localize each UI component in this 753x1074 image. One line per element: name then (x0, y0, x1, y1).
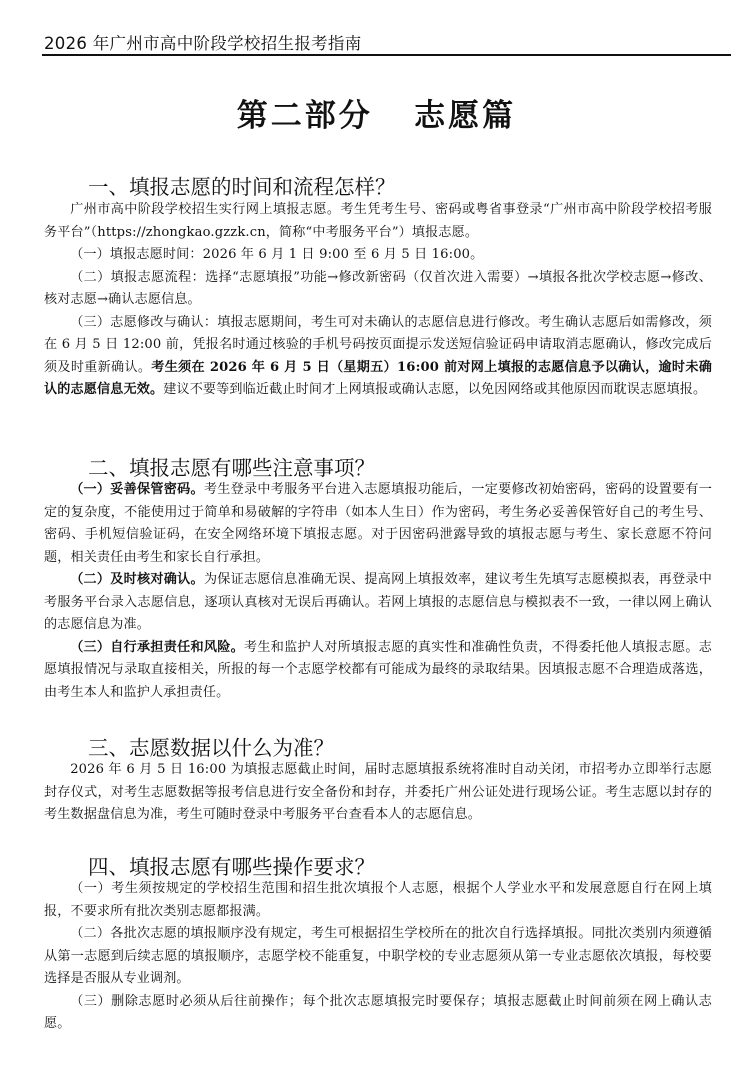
section-4-body (44, 878, 712, 1036)
section-2-paragraph (44, 479, 712, 569)
running-header: 2026 年广州市高中阶段学校招生报考指南 (44, 34, 362, 53)
section-3-body (44, 759, 712, 827)
paragraph-emphasis: （三）自行承担责任和风险。 (70, 639, 245, 655)
header-rule (42, 54, 731, 56)
section-2-paragraph (44, 637, 712, 705)
paragraph-emphasis: （二）及时核对确认。 (70, 572, 204, 587)
section-2-title: 二、填报志愿有哪些注意事项？ (88, 456, 375, 480)
section-1-paragraph (44, 312, 712, 402)
section-2-body (44, 479, 712, 704)
section-2-paragraph (44, 569, 712, 637)
section-3-paragraph: 2026 年 6 月 5 日 16:00 为填报志愿截止时间，届时志愿填报系统将准时自动关闭，市招考办立即举行志愿封存仪式，对考生志愿数据等报考信息进行安全备份和封存，并委托广州公证处进行现场公证。考生志愿以封存的考生数据盘信息为准，考生可随时登录中考服务平台查看本人的志愿信息。 (44, 762, 712, 822)
paragraph-text: 建议不要等到临近截止时间才上网填报或确认志愿，以免因网络或其他原因而耽误志愿填报。 (163, 382, 707, 397)
section-4-paragraph: （一）考生须按规定的学校招生范围和招生批次填报个人志愿，根据个人学业水平和发展意愿自行在网上填报，不要求所有批次类别志愿都报满。 (44, 881, 712, 919)
paragraph-emphasis: （一）妥善保管密码。 (70, 482, 204, 497)
section-4-paragraph: （二）各批次志愿的填报顺序没有规定，考生可根据招生学校所在的批次自行选择填报。同批次类别内须遵循从第一志愿到后续志愿的填报顺序，志愿学校不能重复，中职学校的专业志愿须从第一专业志愿依次填报，每校要选择是否服从专业调剂。 (44, 926, 712, 986)
section-4-paragraph: （三）删除志愿时必须从后往前操作；每个批次志愿填报完时要保存；填报志愿截止时间前须在网上确认志愿。 (44, 993, 712, 1031)
paragraph-text: 考生和监护人对所填报志愿的真实性和准确性负责，不得委托他人填报志愿。志愿填报情况与录取直接相关，所报的每一个志愿学校都有可能成为最终的录取结果。因填报志愿不合理造成落选，由考生本人和监护人承担责任。 (44, 639, 712, 700)
section-1-paragraph: （一）填报志愿时间：2026 年 6 月 1 日 9:00 至 6 月 5 日 16:00。 (70, 247, 484, 262)
paragraph-text: （三）志愿修改与确认：填报志愿期间，考生可对未确认的志愿信息进行修改。考生确认志愿后如需修改，须在 6 月 5 日 12:00 前，凭报名时通过核验的手机号码按页面提示发送短信验证码申请取消志愿确认，修改完成后须及时重新确认。 (44, 314, 712, 375)
section-1-title: 一、填报志愿的时间和流程怎样？ (88, 175, 396, 199)
section-3-title: 三、志愿数据以什么为准？ (88, 736, 334, 760)
section-1-body (44, 199, 712, 402)
section-1-paragraph: 广州市高中阶段学校招生实行网上填报志愿。考生凭考生号、密码或粤省事登录“广州市高中阶段学校招考服务平台”（https://zhongkao.gzzk.cn，简称“中考服务平台”）填报志愿。 (44, 202, 712, 240)
paragraph-text: 考生登录中考服务平台进入志愿填报功能后，一定要修改初始密码，密码的设置要有一定的复杂度，不能使用过于简单和易破解的字符串（如本人生日）作为密码，考生务必妥善保管好自己的考生号、密码、手机短信验证码，在安全网络环境下填报志愿。对于因密码泄露导致的填报志愿与考生、家长意愿不符问题，相关责任由考生和家长自行承担。 (44, 482, 713, 565)
section-1-paragraph: （二）填报志愿流程：选择“志愿填报”功能→修改新密码（仅首次进入需要）→填报各批次学校志愿→修改、核对志愿→确认志愿信息。 (44, 269, 712, 307)
section-4-title: 四、填报志愿有哪些操作要求？ (88, 855, 375, 879)
paragraph-text: 为保证志愿信息准确无误、提高网上填报效率，建议考生先填写志愿模拟表，再登录中考服务平台录入志愿信息，逐项认真核对无误后再确认。若网上填报的志愿信息与模拟表不一致，一律以网上确认的志愿信息为准。 (44, 572, 713, 632)
paragraph-emphasis: 考生须在 2026 年 6 月 5 日（星期五）16:00 前对网上填报的志愿信息予以确认，逾时未确认的志愿信息无效。 (44, 359, 712, 397)
part-title: 第二部分 志愿篇 (236, 98, 517, 134)
